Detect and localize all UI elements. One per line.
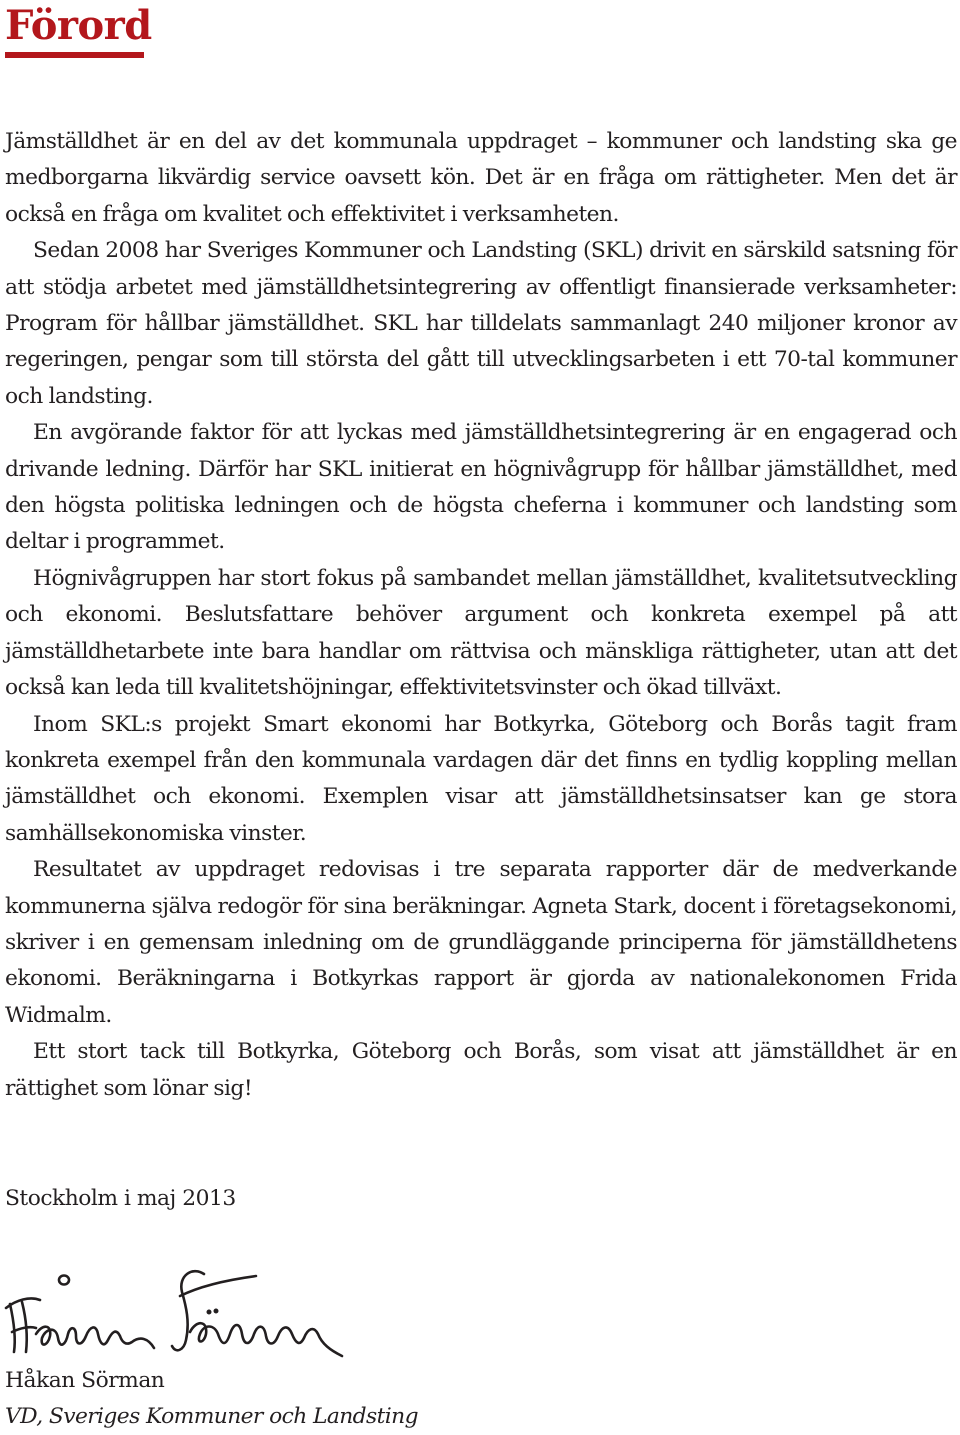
paragraph-high-level-group: Högnivågruppen har stort fokus på sambandet mellan jämställdhet, kvalitetsutveckling och ekonomi. Beslutsfattare behöver argument och konkreta exempel på att jämställdhetarbete inte bara handlar om rättvisa och mänskliga rättigheter, utan att det också kan leda till kvalitetshöjningar, effektivitetsvinster och ökad tillväxt. xyxy=(5,565,957,701)
page-title: Förord xyxy=(5,2,152,49)
title-underline xyxy=(5,52,144,58)
handwritten-signature-icon xyxy=(4,1262,354,1370)
paragraph-program: Sedan 2008 har Sveriges Kommuner och Landsting (SKL) drivit en särskild satsning för att stödja arbetet med jämställdhetsintegrering av offentligt finansierade verksamheter: Program för hållbar jämställdhet. SKL har tilldelats sammanlagt 240 miljoner kronor av regeringen, pengar som till största del gått till utvecklingsarbeten i ett 70-tal kommuner och landsting. xyxy=(5,238,957,409)
paragraph-thanks: Ett stort tack till Botkyrka, Göteborg och Borås, som visat att jämställdhet är en rättighet som lönar sig! xyxy=(5,1039,957,1101)
paragraph-results: Resultatet av uppdraget redovisas i tre separata rapporter där de medverkande kommunerna själva redogör för sina beräkningar. Agneta Stark, docent i företagsekonomi, skriver i en gemensam inledning om de grundläggande principerna för jämställdhetens ekonomi. Beräkningarna i Botkyrkas rapport är gjorda av nationalekonomen Frida Widmalm. xyxy=(5,857,957,1028)
place-date: Stockholm i maj 2013 xyxy=(5,1186,236,1211)
signer-title: VD, Sveriges Kommuner och Landsting xyxy=(5,1404,418,1429)
foreword-body xyxy=(5,124,957,1107)
signer-name: Håkan Sörman xyxy=(5,1368,165,1393)
paragraph-smart-economy: Inom SKL:s projekt Smart ekonomi har Botkyrka, Göteborg och Borås tagit fram konkreta exempel från den kommunala vardagen där det finns en tydlig koppling mellan jämställdhet och ekonomi. Exemplen visar att jämställdhetsinsatser kan ge stora samhällsekonomiska vinster. xyxy=(5,711,957,846)
paragraph-intro: Jämställdhet är en del av det kommunala uppdraget – kommuner och landsting ska ge medborgarna likvärdig service oavsett kön. Det är en fråga om rättigheter. Men det är också en fråga om kvalitet och effektivitet i verksamheten. xyxy=(5,129,957,227)
paragraph-leadership: En avgörande faktor för att lyckas med jämställdhetsintegrering är en engagerad och drivande ledning. Därför har SKL initierat en högnivågrupp för hållbar jämställdhet, med den högsta politiska ledningen och de högsta cheferna i kommuner och landsting som deltar i programmet. xyxy=(5,420,957,555)
